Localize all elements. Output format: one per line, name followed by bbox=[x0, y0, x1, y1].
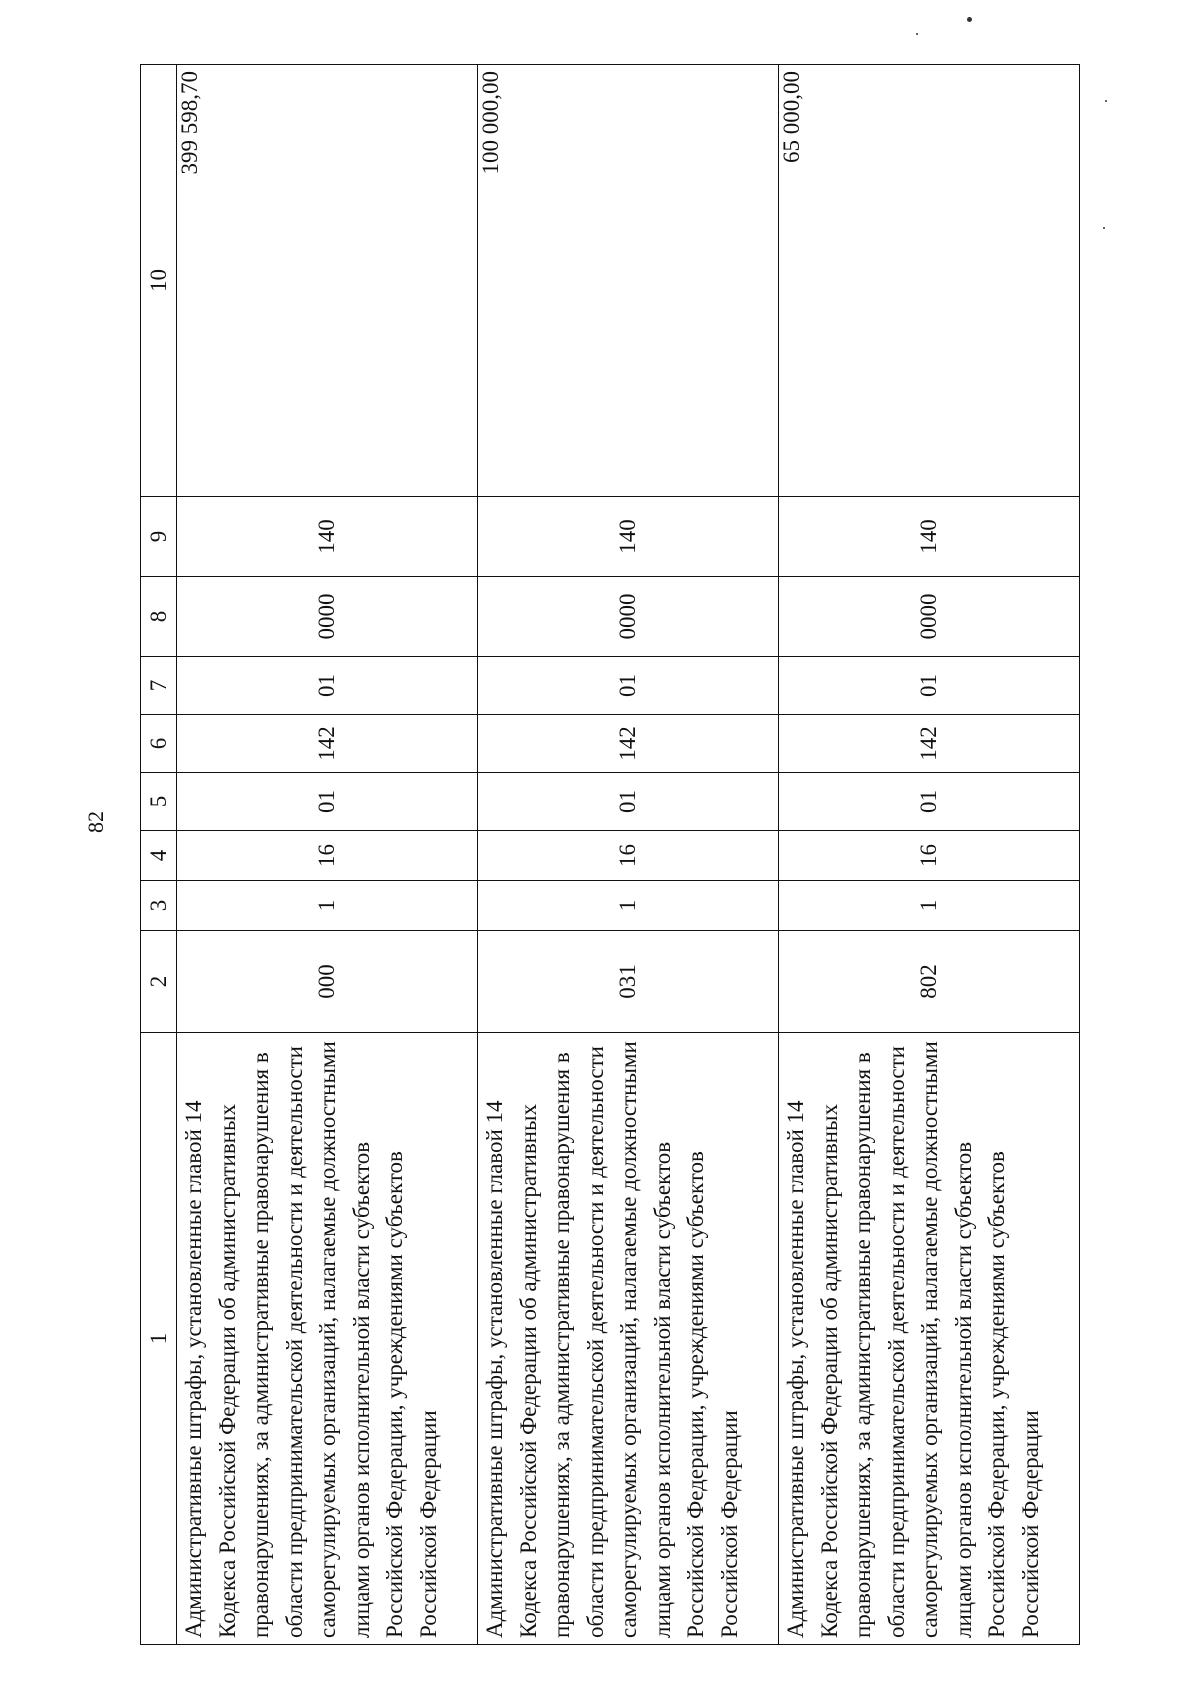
column-header: 3 bbox=[141, 881, 177, 931]
subarticle-code-cell: 142 bbox=[779, 715, 1080, 773]
column-header: 4 bbox=[141, 831, 177, 881]
column-header: 9 bbox=[141, 497, 177, 577]
column-header: 8 bbox=[141, 577, 177, 657]
group-code-cell: 1 bbox=[177, 881, 478, 931]
table-row bbox=[779, 65, 1080, 1645]
column-header: 5 bbox=[141, 773, 177, 831]
admin-code-cell: 000 bbox=[177, 931, 478, 1033]
article-code-cell: 01 bbox=[177, 773, 478, 831]
subgroup-code-cell: 16 bbox=[177, 831, 478, 881]
column-header: 7 bbox=[141, 657, 177, 715]
row-description: Административные штрафы, установленные главой 14 Кодекса Российской Федерации об административных правонарушениях, за административные правонарушения в области предпринимательской деятельности и деятельности саморегулируемых организаций, налагаемые должностными лицами органов исполнительной власти субъектов Российской Федерации, учреждениями субъектов Российской Федерации bbox=[177, 1033, 478, 1645]
element-code-cell: 01 bbox=[478, 657, 779, 715]
scan-speck bbox=[916, 33, 918, 35]
group-code-cell: 1 bbox=[478, 881, 779, 931]
amount-cell: 399 598,70 bbox=[177, 65, 478, 497]
column-header: 6 bbox=[141, 715, 177, 773]
admin-code-cell: 031 bbox=[478, 931, 779, 1033]
classification-code-cell: 140 bbox=[779, 497, 1080, 577]
article-code-cell: 01 bbox=[779, 773, 1080, 831]
program-code-cell: 0000 bbox=[478, 577, 779, 657]
article-code-cell: 01 bbox=[478, 773, 779, 831]
subgroup-code-cell: 16 bbox=[478, 831, 779, 881]
program-code-cell: 0000 bbox=[779, 577, 1080, 657]
scan-speck bbox=[967, 17, 972, 22]
admin-code-cell: 802 bbox=[779, 931, 1080, 1033]
revenue-table-container bbox=[140, 65, 1080, 1645]
scan-speck bbox=[1103, 227, 1105, 229]
group-code-cell: 1 bbox=[779, 881, 1080, 931]
column-header: 10 bbox=[141, 65, 177, 497]
header-row bbox=[141, 65, 177, 1645]
classification-code-cell: 140 bbox=[478, 497, 779, 577]
row-description: Административные штрафы, установленные главой 14 Кодекса Российской Федерации об административных правонарушениях, за административные правонарушения в области предпринимательской деятельности и деятельности саморегулируемых организаций, налагаемые должностными лицами органов исполнительной власти субъектов Российской Федерации, учреждениями субъектов Российской Федерации bbox=[478, 1033, 779, 1645]
column-header: 2 bbox=[141, 931, 177, 1033]
subarticle-code-cell: 142 bbox=[478, 715, 779, 773]
table-row bbox=[478, 65, 779, 1645]
subarticle-code-cell: 142 bbox=[177, 715, 478, 773]
revenue-table bbox=[140, 64, 1080, 1645]
row-description: Административные штрафы, установленные главой 14 Кодекса Российской Федерации об административных правонарушениях, за административные правонарушения в области предпринимательской деятельности и деятельности саморегулируемых организаций, налагаемые должностными лицами органов исполнительной власти субъектов Российской Федерации, учреждениями субъектов Российской Федерации bbox=[779, 1033, 1080, 1645]
table-row bbox=[177, 65, 478, 1645]
column-header: 1 bbox=[141, 1033, 177, 1645]
scan-speck bbox=[1105, 100, 1107, 102]
program-code-cell: 0000 bbox=[177, 577, 478, 657]
classification-code-cell: 140 bbox=[177, 497, 478, 577]
amount-cell: 100 000,00 bbox=[478, 65, 779, 497]
element-code-cell: 01 bbox=[779, 657, 1080, 715]
subgroup-code-cell: 16 bbox=[779, 831, 1080, 881]
element-code-cell: 01 bbox=[177, 657, 478, 715]
page-number: 82 bbox=[83, 811, 108, 833]
amount-cell: 65 000,00 bbox=[779, 65, 1080, 497]
